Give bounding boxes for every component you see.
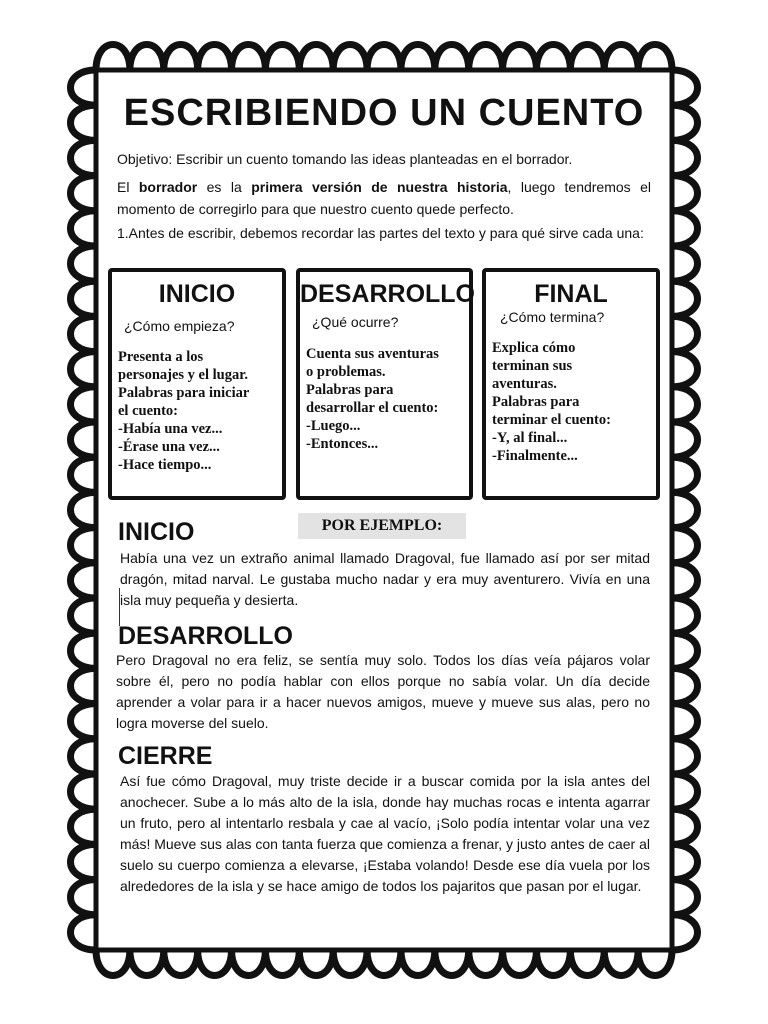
box-final-question: ¿Cómo termina?: [500, 309, 605, 325]
box-line: o problemas.: [306, 364, 386, 380]
box-line: -Finalmente...: [492, 448, 578, 464]
section-text-inicio: Había una vez un extraño animal llamado Dragoval, fue llamado así por ser mitad dragón, mitad narval. Le gustaba mucho nadar y era muy aventurero. Vivía en una isla muy pequeña y desierta.: [120, 550, 650, 608]
box-line: -Había una vez...: [118, 421, 223, 437]
box-line: Cuenta sus aventuras: [306, 346, 439, 362]
box-line: Palabras para: [306, 382, 394, 398]
borrador-bold: borrador: [138, 179, 198, 195]
box-line: aventuras.: [492, 376, 557, 392]
frame-scallop-edge: [96, 45, 672, 71]
box-line: desarrollar el cuento:: [306, 400, 439, 416]
section-heading-cierre: CIERRE: [118, 742, 213, 770]
box-desarrollo-body: [306, 345, 470, 453]
box-line: terminan sus: [492, 358, 573, 374]
borrador-mid: es la: [197, 179, 252, 195]
box-line: -Y, al final...: [492, 430, 568, 446]
borrador-paragraph: [117, 176, 651, 220]
box-final-title: FINAL: [534, 280, 608, 308]
box-final: [482, 268, 660, 500]
instruction-text: 1.Antes de escribir, debemos recordar las partes del texto y para qué sirve cada una:: [117, 225, 644, 241]
example-label: POR EJEMPLO:: [298, 513, 466, 539]
page-title: ESCRIBIENDO UN CUENTO: [123, 92, 645, 134]
box-line: personajes y el lugar.: [118, 367, 248, 383]
frame-scallop-edge: [672, 70, 698, 950]
frame-scallop-edge: [96, 950, 672, 976]
box-desarrollo: [296, 268, 473, 500]
borrador-post: , luego tendremos el momento de corregirlo para que nuestro cuento quede perfecto.: [117, 179, 651, 217]
section-heading-inicio: INICIO: [118, 518, 195, 546]
box-line: -Érase una vez...: [118, 439, 220, 455]
box-inicio: [108, 268, 286, 500]
box-line: -Hace tiempo...: [118, 457, 212, 473]
box-line: Explica cómo: [492, 340, 576, 356]
box-line: -Luego...: [306, 418, 361, 434]
box-desarrollo-title: DESARROLLO: [300, 280, 475, 308]
box-desarrollo-question: ¿Qué ocurre?: [312, 314, 399, 330]
box-line: terminar el cuento:: [492, 412, 611, 428]
section-text-cierre: Así fue cómo Dragoval, muy triste decide ir a buscar comida por la isla antes del anochecer. Sube a lo más alto de la isla, donde hay muchas rocas e intenta agarrar un fruto, pero al intentarlo resbala y cae al vacío, ¡Solo podía intentar volar una vez más! Mueve sus alas con tanta fuerza que comienza a frenar, y justo antes de caer al suelo su cuerpo comienza a elevarse, ¡Estaba volando! Desde ese día vuela por los alrededores de la isla y se hace amigo de todos los pajaritos que pasan por el lugar.: [120, 773, 650, 894]
box-line: Presenta a los: [118, 349, 204, 365]
box-inicio-title: INICIO: [158, 280, 236, 308]
frame-scallop-edge: [71, 70, 97, 950]
section-heading-desarrollo: DESARROLLO: [118, 622, 293, 650]
box-inicio-question: ¿Cómo empieza?: [124, 318, 235, 334]
box-line: Palabras para: [492, 394, 580, 410]
objective-text: Objetivo: Escribir un cuento tomando las ideas planteadas en el borrador.: [117, 151, 573, 167]
box-inicio-body: [118, 348, 282, 474]
box-final-body: [492, 339, 656, 465]
box-line: -Entonces...: [306, 436, 379, 452]
box-line: Palabras para iniciar: [118, 385, 250, 401]
borrador-bold-2: primera versión de nuestra historia: [251, 179, 508, 195]
box-line: el cuento:: [118, 403, 178, 419]
section-text-desarrollo: Pero Dragoval no era feliz, se sentía muy solo. Todos los días veía pájaros volar sobre él, pero no podía hablar con ellos porque no sabía volar. Un día decide aprender a volar para ir a hacer nuevos amigos, mueve y mueve sus alas, pero no logra moverse del suelo.: [116, 652, 650, 731]
borrador-pre: El: [117, 179, 139, 195]
text-cursor: [119, 588, 120, 626]
